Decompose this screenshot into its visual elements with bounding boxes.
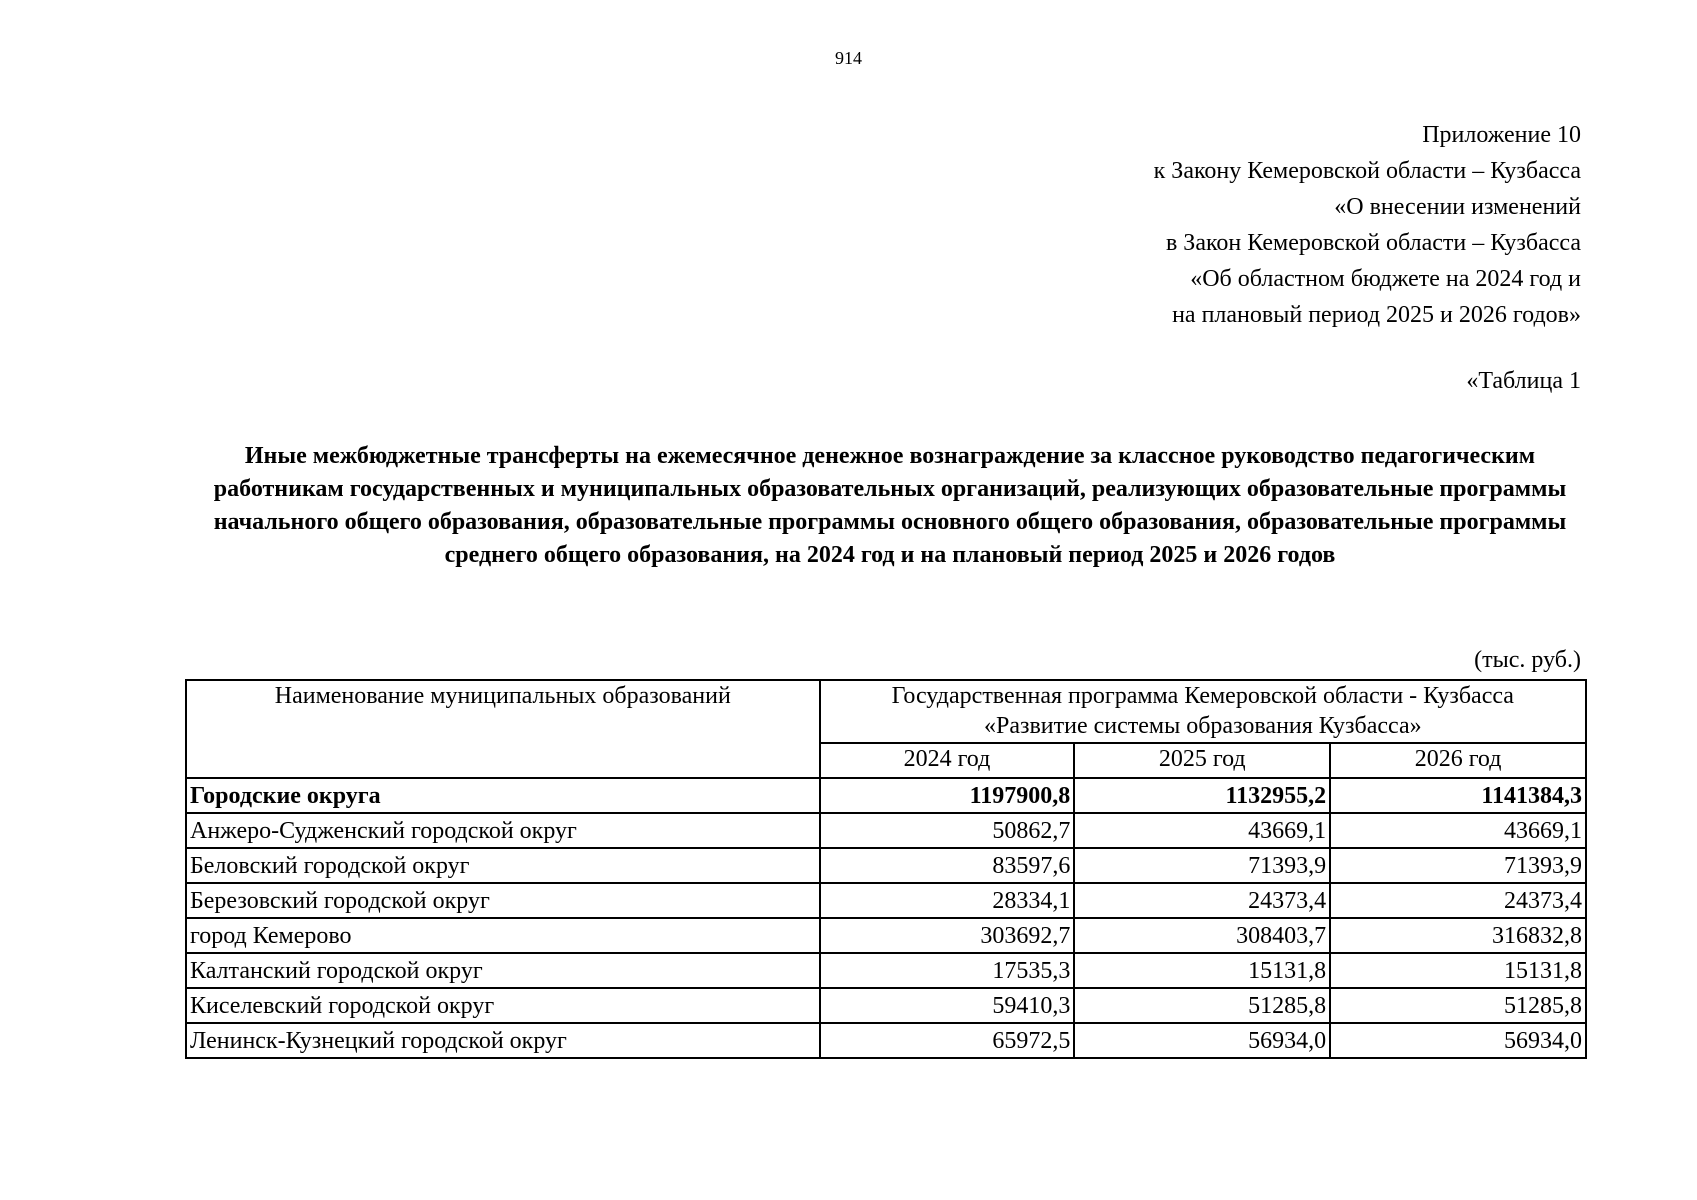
table-row [186,813,1586,848]
row-value-2025: 43669,1 [1074,813,1330,848]
page-number: 914 [835,48,862,68]
row-value-2024: 65972,5 [820,1023,1075,1058]
row-value-2024: 59410,3 [820,988,1075,1023]
row-name-cell: Беловский городской округ [186,848,820,883]
appendix-line: на плановый период 2025 и 2026 годов» [1172,302,1581,328]
row-value-2024: 17535,3 [820,953,1075,988]
table-row [186,918,1586,953]
row-value-2024: 83597,6 [820,848,1075,883]
appendix-reference [1154,117,1581,333]
row-value-2026: 71393,9 [1330,848,1586,883]
appendix-line: «О внесении изменений [1334,194,1581,220]
row-value-2025: 308403,7 [1074,918,1330,953]
row-value-2024: 50862,7 [820,813,1075,848]
row-name-cell: Ленинск-Кузнецкий городской округ [186,1023,820,1058]
header-year-cell: 2025 год [1074,743,1330,778]
units-label: (тыс. руб.) [1474,647,1581,673]
row-name-cell: Киселевский городской округ [186,988,820,1023]
header-year-cell: 2026 год [1330,743,1586,778]
row-value-2024: 1197900,8 [820,778,1075,813]
appendix-line: к Закону Кемеровской области – Кузбасса [1153,158,1581,184]
row-value-2026: 56934,0 [1330,1023,1586,1058]
row-value-2024: 303692,7 [820,918,1075,953]
row-value-2025: 56934,0 [1074,1023,1330,1058]
row-value-2024: 28334,1 [820,883,1075,918]
row-value-2026: 1141384,3 [1330,778,1586,813]
row-name-cell: Анжеро-Судженский городской округ [186,813,820,848]
table-row [186,988,1586,1023]
appendix-line: «Об областном бюджете на 2024 год и [1190,266,1581,292]
row-name-cell: Городские округа [186,778,820,813]
header-name-cell: Наименование муниципальных образований [186,680,820,778]
row-value-2026: 43669,1 [1330,813,1586,848]
row-value-2025: 51285,8 [1074,988,1330,1023]
row-value-2025: 15131,8 [1074,953,1330,988]
table-label: «Таблица 1 [1466,368,1581,394]
appendix-line: Приложение 10 [1422,122,1581,148]
row-value-2026: 51285,8 [1330,988,1586,1023]
row-value-2026: 316832,8 [1330,918,1586,953]
row-name-cell: город Кемерово [186,918,820,953]
table-row [186,1023,1586,1058]
row-value-2025: 24373,4 [1074,883,1330,918]
header-program-cell: Государственная программа Кемеровской области - Кузбасса «Развитие системы образования Кузбасса» [820,680,1586,743]
row-value-2025: 71393,9 [1074,848,1330,883]
document-title: Иные межбюджетные трансферты на ежемесячное денежное вознаграждение за классное руководство педагогическим работникам государственных и муниципальных образовательных организаций, реализующих образовательные программы начального общего образования, образовательные программы основного общего образования, образовательные программы среднего общего образования, на 2024 год и на плановый период 2025 и 2026 годов [213,443,1567,568]
row-value-2025: 1132955,2 [1074,778,1330,813]
row-value-2026: 24373,4 [1330,883,1586,918]
transfers-table [185,679,1587,1059]
table-row [186,953,1586,988]
header-year-cell: 2024 год [820,743,1075,778]
table-row [186,848,1586,883]
row-value-2026: 15131,8 [1330,953,1586,988]
row-name-cell: Калтанский городской округ [186,953,820,988]
row-name-cell: Березовский городской округ [186,883,820,918]
appendix-line: в Закон Кемеровской области – Кузбасса [1165,230,1581,256]
table-header-row [186,680,1586,743]
table-row [186,883,1586,918]
table-row-total [186,778,1586,813]
